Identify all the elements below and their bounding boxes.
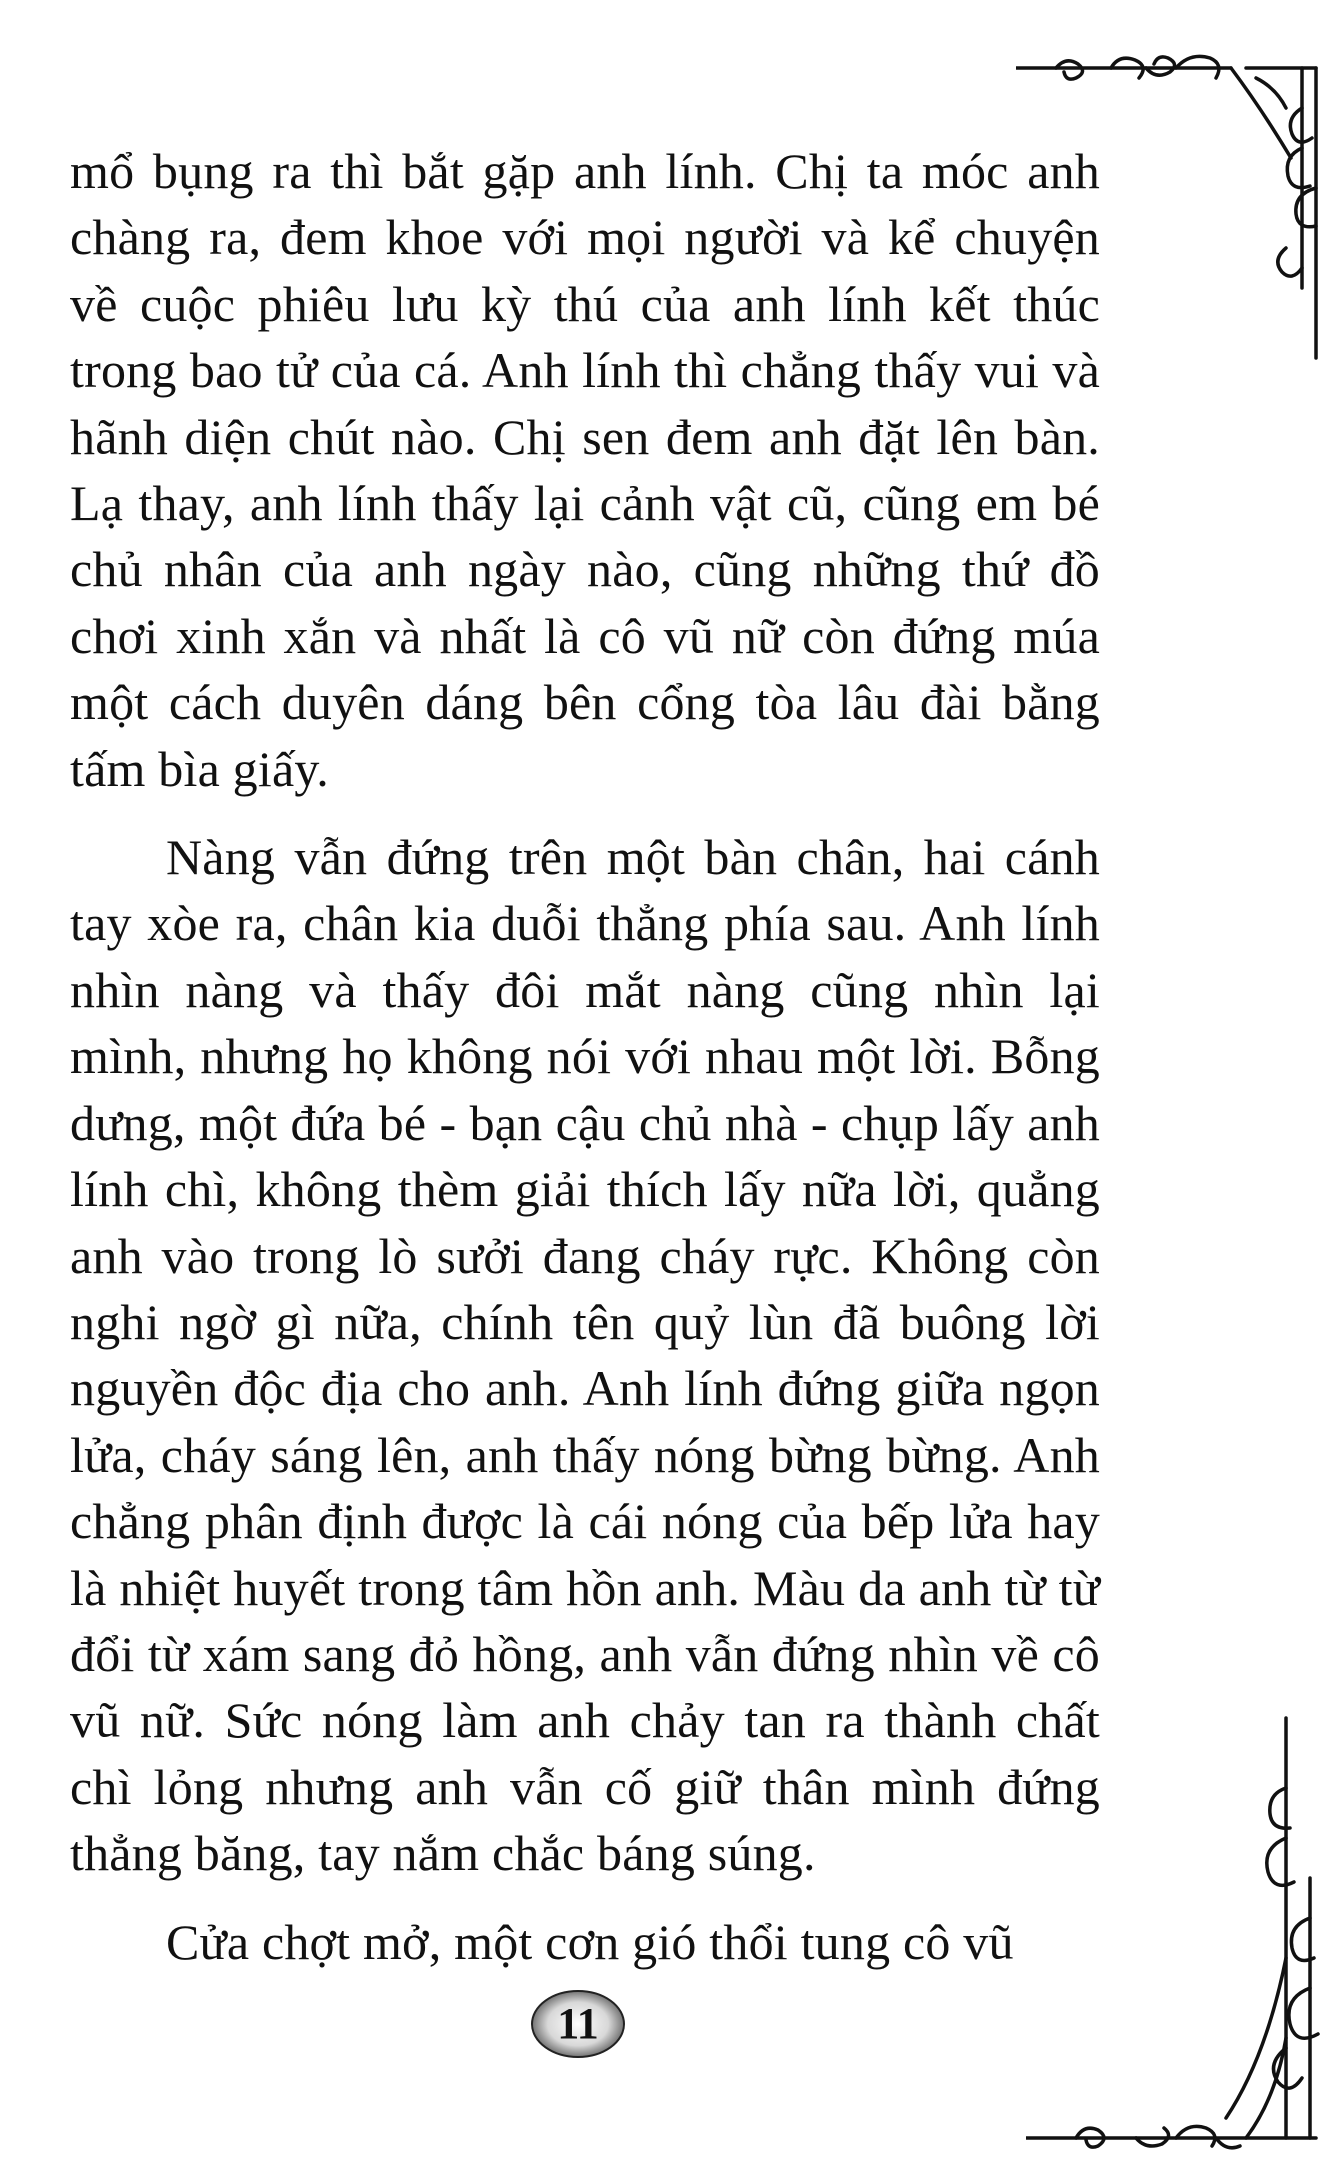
page-body-text	[70, 138, 1100, 1975]
page-number: 11	[557, 1999, 599, 2048]
corner-flourish-bottom-icon	[1026, 1698, 1326, 2168]
paragraph-gap	[70, 802, 1100, 824]
paragraph-1: mổ bụng ra thì bắt gặp anh lính. Chị ta móc anh chàng ra, đem khoe với mọi người và kể chuyện về cuộc phiêu lưu kỳ thú của anh lính kết thúc trong bao tử của cá. Anh lính thì chẳng thấy vui và hãnh diện chút nào. Chị sen đem anh đặt lên bàn. Lạ thay, anh lính thấy lại cảnh vật cũ, cũng em bé chủ nhân của anh ngày nào, cũng những thứ đồ chơi xinh xắn và nhất là cô vũ nữ còn đứng múa một cách duyên dáng bên cổng tòa lâu đài bằng tấm bìa giấy.	[70, 143, 1100, 797]
paragraph-3: Cửa chợt mở, một cơn gió thổi tung cô vũ	[166, 1913, 1014, 1970]
paragraph-2: Nàng vẫn đứng trên một bàn chân, hai cánh tay xòe ra, chân kia duỗi thẳng phía sau. Anh lính nhìn nàng và thấy đôi mắt nàng cũng nhìn lại mình, nhưng họ không nói với nhau một lời. Bỗng dưng, một đứa bé - bạn cậu chủ nhà - chụp lấy anh lính chì, không thèm giải thích lấy nữa lời, quẳng anh vào trong lò sưởi đang cháy rực. Không còn nghi ngờ gì nữa, chính tên quỷ lùn đã buông lời nguyền độc địa cho anh. Anh lính đứng giữa ngọn lửa, cháy sáng lên, anh thấy nóng bừng bừng. Anh chẳng phân định được là cái nóng của bếp lửa hay là nhiệt huyết trong tâm hồn anh. Màu da anh từ từ đổi từ xám sang đỏ hồng, anh vẫn đứng nhìn về cô vũ nữ. Sức nóng làm anh chảy tan ra thành chất chì lỏng nhưng anh vẫn cố giữ thân mình đứng thẳng băng, tay nắm chắc báng súng.	[70, 829, 1100, 1882]
paragraph-gap	[70, 1887, 1100, 1909]
page-number-badge	[528, 1988, 628, 2060]
